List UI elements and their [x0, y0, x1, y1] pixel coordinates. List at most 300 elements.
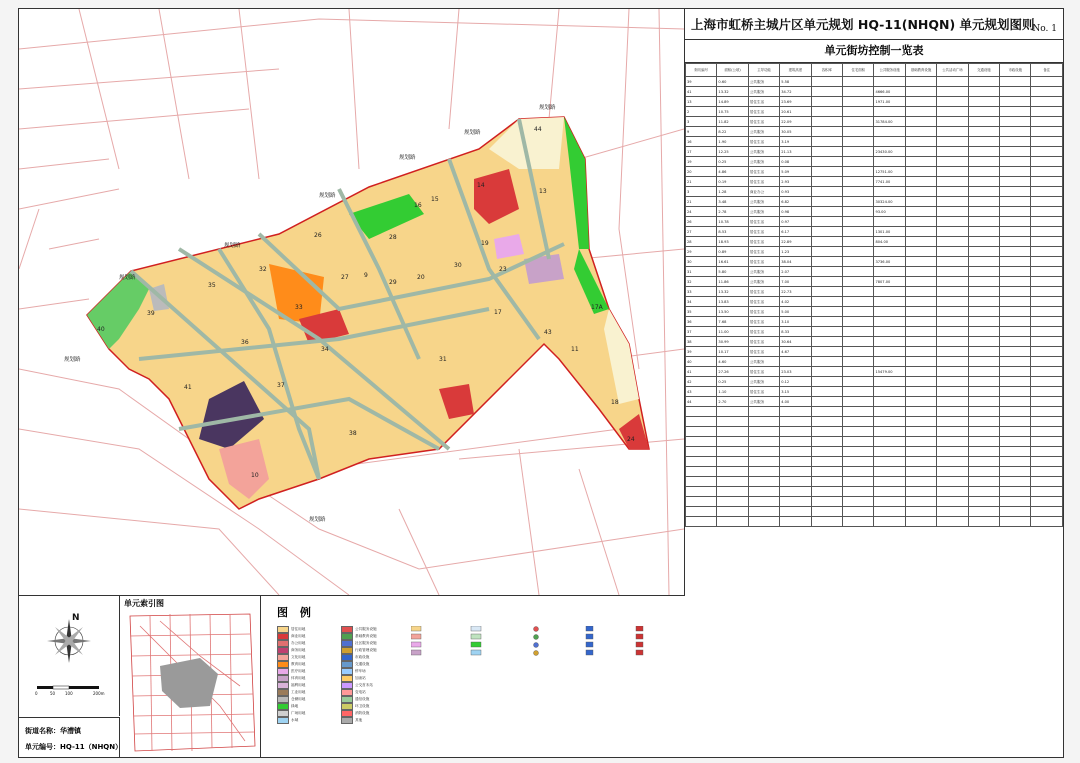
table-header-cell: 市政设施 [1000, 64, 1031, 77]
block-label: 19 [481, 240, 489, 247]
table-cell [937, 277, 968, 287]
table-cell [1000, 207, 1031, 217]
table-cell: 20.61 [780, 107, 811, 117]
table-cell: 居住生活 [748, 217, 779, 227]
table-cell [1031, 357, 1063, 367]
table-cell [811, 77, 842, 87]
table-row[interactable] [686, 287, 1063, 297]
legend-label: 绿地 [291, 703, 299, 708]
table-cell [874, 267, 905, 277]
table-cell [874, 387, 905, 397]
table-header-cell: 公共活动广场 [937, 64, 968, 77]
table-cell [968, 517, 999, 527]
street-name: 街道名称：华漕镇 [25, 727, 81, 735]
table-row[interactable] [686, 397, 1063, 407]
table-cell: 0.98 [780, 207, 811, 217]
table-cell [1031, 477, 1063, 487]
table-cell [843, 427, 874, 437]
table-cell [1031, 257, 1063, 267]
table-cell [717, 437, 748, 447]
table-row[interactable] [686, 247, 1063, 257]
table-cell [1031, 347, 1063, 357]
table-cell [968, 347, 999, 357]
table-cell [811, 97, 842, 107]
table-cell: 24 [686, 207, 717, 217]
table-cell [874, 377, 905, 387]
legend-label: 停车场 [355, 668, 366, 673]
table-cell [937, 367, 968, 377]
table-header-cell: 建筑高度 [780, 64, 811, 77]
table-cell: 公共服务 [748, 87, 779, 97]
table-cell: 41 [686, 87, 717, 97]
table-cell [811, 387, 842, 397]
table-cell [905, 497, 936, 507]
table-title-bar [685, 40, 1063, 63]
legend-label: 通信设施 [355, 696, 370, 701]
table-row[interactable] [686, 217, 1063, 227]
table-cell [843, 197, 874, 207]
table-cell [843, 367, 874, 377]
table-row-empty [686, 427, 1063, 437]
legend-label: 公共服务设施 [355, 626, 377, 631]
table-cell [843, 417, 874, 427]
table-cell [843, 277, 874, 287]
table-row[interactable] [686, 337, 1063, 347]
table-cell [1000, 327, 1031, 337]
table-cell [1031, 337, 1063, 347]
table-row[interactable] [686, 177, 1063, 187]
legend-swatch [341, 696, 353, 703]
table-cell [1031, 497, 1063, 507]
table-cell [1031, 97, 1063, 107]
table-cell [843, 157, 874, 167]
table-row[interactable] [686, 367, 1063, 377]
table-row[interactable] [686, 317, 1063, 327]
table-cell [874, 127, 905, 137]
legend-label: 水域 [291, 717, 299, 722]
table-cell [748, 517, 779, 527]
legend-swatch [277, 661, 289, 668]
planning-map[interactable] [19, 9, 685, 596]
legend-item [277, 696, 305, 702]
table-cell [968, 387, 999, 397]
table-cell: 居住生活 [748, 257, 779, 267]
table-cell [968, 107, 999, 117]
table-cell: 1301.00 [874, 227, 905, 237]
table-cell [748, 467, 779, 477]
table-cell [905, 307, 936, 317]
table-cell [905, 487, 936, 497]
table-cell [811, 217, 842, 227]
table-cell [1000, 97, 1031, 107]
table-cell [843, 127, 874, 137]
table-cell: 居住生活 [748, 97, 779, 107]
legend-item [277, 682, 305, 688]
table-cell: 居住生活 [748, 297, 779, 307]
legend-swatch [341, 682, 353, 689]
table-cell [905, 187, 936, 197]
table-cell: 8.53 [717, 227, 748, 237]
table-cell: 10.78 [717, 217, 748, 227]
table-cell [843, 87, 874, 97]
table-cell [748, 487, 779, 497]
table-cell: 居住生活 [748, 107, 779, 117]
table-cell [1000, 137, 1031, 147]
legend-label: 环卫设施 [355, 703, 370, 708]
table-cell: 30.64 [780, 337, 811, 347]
table-row[interactable] [686, 257, 1063, 267]
table-cell: 14.89 [717, 97, 748, 107]
table-cell [1000, 517, 1031, 527]
table-cell [937, 97, 968, 107]
table-cell [1000, 407, 1031, 417]
table-cell: 21.13 [780, 147, 811, 157]
table-cell [686, 427, 717, 437]
table-cell [1000, 437, 1031, 447]
scale-tick: 50 [50, 691, 56, 696]
table-cell: 28 [686, 237, 717, 247]
table-cell [1031, 417, 1063, 427]
table-cell: 4666.00 [874, 87, 905, 97]
table-cell [748, 407, 779, 417]
table-cell [1000, 377, 1031, 387]
legend-swatch [277, 647, 289, 654]
table-cell [874, 287, 905, 297]
table-cell: 12.25 [717, 147, 748, 157]
unit-area [87, 117, 649, 509]
table-cell: 公共服务 [748, 377, 779, 387]
table-cell [937, 307, 968, 317]
legend-label: 市政设施 [355, 654, 370, 659]
table-cell [811, 317, 842, 327]
legend-label: 消防设施 [355, 710, 370, 715]
legend-label: 居住用地 [291, 626, 306, 631]
table-header-cell: 容积率 [811, 64, 842, 77]
table-row[interactable] [686, 77, 1063, 87]
table-row[interactable] [686, 127, 1063, 137]
legend-item [277, 640, 305, 646]
table-cell [874, 447, 905, 457]
table-row[interactable] [686, 197, 1063, 207]
compass-panel [19, 596, 120, 716]
table-cell [1031, 177, 1063, 187]
table-cell [968, 507, 999, 517]
table-row-empty [686, 507, 1063, 517]
table-cell [811, 447, 842, 457]
table-cell [905, 367, 936, 377]
table-cell: 5.58 [780, 77, 811, 87]
table-cell [937, 237, 968, 247]
table-cell [811, 307, 842, 317]
table-cell: 公共服务 [748, 277, 779, 287]
table-cell [686, 447, 717, 457]
table-cell [811, 167, 842, 177]
legend-item [341, 710, 377, 716]
table-cell: 16.61 [717, 257, 748, 267]
table-cell [874, 417, 905, 427]
table-cell: 3 [686, 187, 717, 197]
table-cell: 居住生活 [748, 367, 779, 377]
table-cell: 11.82 [717, 117, 748, 127]
table-cell [968, 77, 999, 87]
legend-item [277, 633, 305, 639]
table-cell: 41 [686, 367, 717, 377]
table-cell [1031, 397, 1063, 407]
table-cell [874, 407, 905, 417]
table-title: 单元街坊控制一览表 [824, 44, 924, 57]
table-cell [905, 167, 936, 177]
scale-tick: 100 [65, 691, 73, 696]
legend-item [277, 675, 305, 681]
table-cell [937, 77, 968, 87]
table-cell [937, 357, 968, 367]
table-cell [874, 317, 905, 327]
table-header-cell: 住宅面积 [843, 64, 874, 77]
block-label: 20 [417, 274, 425, 281]
table-row[interactable] [686, 327, 1063, 337]
table-cell [905, 467, 936, 477]
table-cell [968, 227, 999, 237]
legend-title: 图 例 [277, 606, 315, 619]
table-cell: 13 [686, 97, 717, 107]
table-row[interactable] [686, 167, 1063, 177]
table-cell: 居住生活 [748, 337, 779, 347]
table-cell [874, 247, 905, 257]
table-cell: 12751.00 [874, 167, 905, 177]
table-header-cell: 基础教育设施 [905, 64, 936, 77]
table-cell [905, 177, 936, 187]
table-cell [1000, 157, 1031, 167]
table-row[interactable] [686, 147, 1063, 157]
table-cell [1031, 277, 1063, 287]
table-cell [811, 377, 842, 387]
table-cell: 公共服务 [748, 197, 779, 207]
table-cell [1000, 117, 1031, 127]
table-cell [780, 437, 811, 447]
table-header-cell: 面积(公顷) [717, 64, 748, 77]
table-cell [811, 127, 842, 137]
table-row[interactable] [686, 207, 1063, 217]
table-cell [937, 437, 968, 447]
table-cell [937, 137, 968, 147]
table-cell: 19 [686, 157, 717, 167]
table-cell [843, 117, 874, 127]
block-label: 33 [295, 304, 303, 311]
table-cell [811, 267, 842, 277]
block-label: 26 [314, 232, 322, 239]
table-cell [1031, 237, 1063, 247]
table-cell [968, 367, 999, 377]
table-row[interactable] [686, 187, 1063, 197]
table-cell: 34.72 [780, 87, 811, 97]
table-cell [1031, 247, 1063, 257]
table-cell [968, 217, 999, 227]
table-cell [874, 217, 905, 227]
table-cell: 7.00 [780, 277, 811, 287]
table-cell: 4.86 [717, 167, 748, 177]
table-row[interactable] [686, 357, 1063, 367]
table-cell [1000, 277, 1031, 287]
table-cell [843, 107, 874, 117]
table-cell [1000, 467, 1031, 477]
legend-item [341, 668, 377, 674]
legend-swatch [341, 661, 353, 668]
table-row[interactable] [686, 347, 1063, 357]
table-row[interactable] [686, 387, 1063, 397]
table-cell: 22.09 [780, 117, 811, 127]
table-cell [937, 197, 968, 207]
table-row[interactable] [686, 277, 1063, 287]
table-row-empty [686, 477, 1063, 487]
legend-item [341, 689, 377, 695]
table-cell: 居住生活 [748, 247, 779, 257]
table-cell [843, 167, 874, 177]
table-cell [686, 477, 717, 487]
table-cell [937, 387, 968, 397]
table-row[interactable] [686, 227, 1063, 237]
table-cell [1000, 287, 1031, 297]
road-label: 规划路 [309, 517, 326, 523]
legend-label: 商务用地 [291, 647, 306, 652]
map-canvas[interactable] [19, 9, 684, 595]
table-row[interactable] [686, 117, 1063, 127]
table-row[interactable] [686, 97, 1063, 107]
table-cell [874, 297, 905, 307]
table-cell: 0.89 [717, 247, 748, 257]
table-cell [1031, 267, 1063, 277]
table-row[interactable] [686, 267, 1063, 277]
legend-item [341, 654, 377, 660]
table-cell: 公共服务 [748, 357, 779, 367]
table-cell: 4.00 [780, 397, 811, 407]
table-cell [686, 417, 717, 427]
table-cell [968, 187, 999, 197]
table-cell [1031, 387, 1063, 397]
table-cell [1000, 217, 1031, 227]
table-cell [905, 117, 936, 127]
table-header-row [686, 64, 1063, 77]
road-label: 规划路 [64, 357, 81, 363]
table-cell [968, 357, 999, 367]
table-row[interactable] [686, 377, 1063, 387]
table-cell [937, 507, 968, 517]
table-cell [905, 207, 936, 217]
table-cell: 3736.00 [874, 257, 905, 267]
table-cell: 40 [686, 357, 717, 367]
table-row[interactable] [686, 137, 1063, 147]
table-cell: 商业办公 [748, 187, 779, 197]
table-cell [968, 327, 999, 337]
table-cell [874, 467, 905, 477]
table-cell: 2.93 [780, 177, 811, 187]
table-cell [905, 397, 936, 407]
block-control-table[interactable] [685, 63, 1063, 757]
table-cell [811, 487, 842, 497]
table-cell [1000, 487, 1031, 497]
table-cell [905, 357, 936, 367]
block-label: 40 [97, 326, 105, 333]
table-cell [905, 317, 936, 327]
table-row[interactable] [686, 307, 1063, 317]
table-cell [874, 517, 905, 527]
table-row[interactable] [686, 297, 1063, 307]
table-cell: 4.67 [780, 347, 811, 357]
block-label: 18 [611, 399, 619, 406]
table-row[interactable] [686, 237, 1063, 247]
table-cell [968, 457, 999, 467]
table-cell [968, 497, 999, 507]
legend-item [341, 696, 377, 702]
table-cell [937, 297, 968, 307]
title-bar [685, 9, 1063, 40]
table-row[interactable] [686, 87, 1063, 97]
table-cell [1031, 467, 1063, 477]
table-cell: 0.25 [717, 157, 748, 167]
table-cell: 居住生活 [748, 307, 779, 317]
table-cell [811, 147, 842, 157]
block-label: 44 [534, 126, 542, 133]
table-cell [874, 327, 905, 337]
table-cell [811, 457, 842, 467]
legend-item [341, 626, 377, 632]
table-row[interactable] [686, 107, 1063, 117]
table-cell [1031, 227, 1063, 237]
table-cell [1000, 307, 1031, 317]
table-cell [1031, 207, 1063, 217]
table-cell [937, 417, 968, 427]
legend-item [277, 703, 305, 709]
table-cell [968, 237, 999, 247]
table-cell: 公共服务 [748, 127, 779, 137]
table-cell [843, 437, 874, 447]
table-cell: 1.90 [717, 137, 748, 147]
table-cell [905, 87, 936, 97]
table-cell [780, 517, 811, 527]
legend-panel [261, 596, 684, 757]
table-cell [1031, 147, 1063, 157]
table-cell [1031, 77, 1063, 87]
table-cell: 11.86 [717, 277, 748, 287]
table-cell: 5.80 [717, 267, 748, 277]
table-cell [1031, 157, 1063, 167]
block-label: 28 [389, 234, 397, 241]
legend-swatch [277, 675, 289, 682]
block-label: 27 [341, 274, 349, 281]
table-cell [905, 337, 936, 347]
table-cell: 7741.00 [874, 177, 905, 187]
legend-swatch [341, 647, 353, 654]
table-cell [1031, 217, 1063, 227]
table-cell [1000, 167, 1031, 177]
table-cell [686, 497, 717, 507]
table-cell [1000, 317, 1031, 327]
table-cell [937, 87, 968, 97]
table-cell [843, 357, 874, 367]
table-cell [1000, 177, 1031, 187]
index-map[interactable] [120, 596, 260, 757]
table-cell [1031, 187, 1063, 197]
table-cell [905, 437, 936, 447]
legend-facilities [341, 626, 377, 724]
table-cell [937, 217, 968, 227]
unit-code: 单元编号：HQ-11（NHQN） [25, 743, 123, 751]
table-cell: 37 [686, 327, 717, 337]
table-cell: 30.05 [780, 127, 811, 137]
table-cell [937, 477, 968, 487]
table-header-cell: 交通设施 [968, 64, 999, 77]
table-cell [1000, 447, 1031, 457]
table-row[interactable] [686, 157, 1063, 167]
